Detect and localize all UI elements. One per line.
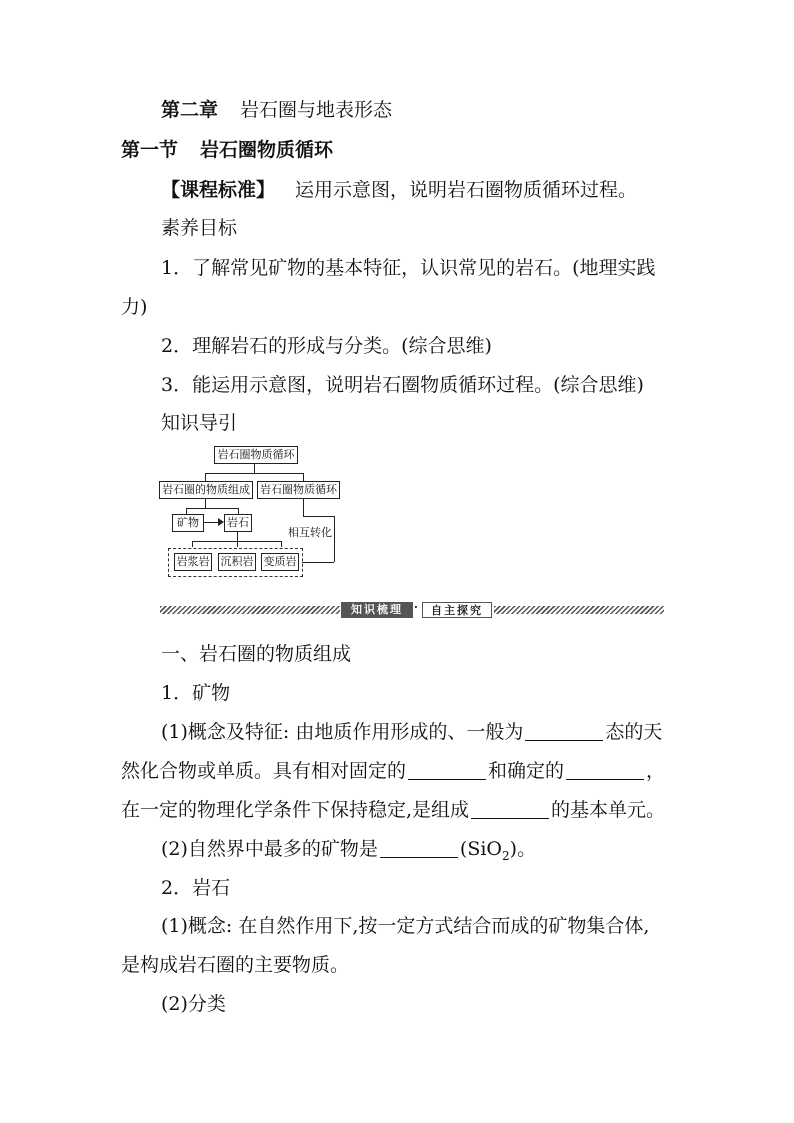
part1-heading: 一、岩石圈的物质组成 — [161, 643, 352, 665]
fill-blank-4[interactable] — [471, 798, 549, 819]
goal-1-line-2: 力) — [121, 296, 148, 318]
diagram-left: 岩石圈的物质组成 — [159, 481, 253, 499]
banner-hatch-left — [160, 606, 340, 614]
fill-blank-3[interactable] — [566, 759, 644, 780]
text: 然化合物或单质。具有相对固定的 — [121, 760, 407, 782]
text: 和确定的 — [488, 760, 565, 782]
fill-blank-1[interactable] — [525, 720, 603, 741]
diagram-interconvert: 相互转化 — [288, 526, 332, 539]
part1-sub-mineral: 1．矿物 — [161, 682, 231, 704]
text: (2)自然界中最多的矿物是 — [161, 838, 378, 860]
diagram-rock: 岩石 — [224, 514, 252, 532]
goal-2: 2．理解岩石的形成与分类。(综合思维) — [161, 335, 492, 357]
banner-dot: · — [414, 601, 418, 614]
banner-tag-1: 知识梳理 — [341, 602, 413, 618]
mineral-concept-line-1 — [161, 720, 662, 744]
fill-blank-5[interactable] — [380, 837, 458, 858]
fill-blank-2[interactable] — [408, 759, 486, 780]
text: 态的天 — [605, 721, 663, 743]
rock-classification: (2)分类 — [161, 993, 226, 1015]
text: 在一定的物理化学条件下保持稳定,是组成 — [121, 799, 470, 821]
chapter-title: 岩石圈与地表形态 — [240, 99, 393, 121]
diagram-right: 岩石圈物质循环 — [257, 481, 340, 499]
section-title: 岩石圈物质循环 — [200, 139, 334, 161]
banner-hatch-right — [494, 606, 664, 614]
diagram-igneous: 岩浆岩 — [174, 553, 212, 571]
text: (SiO — [459, 838, 503, 860]
standard-label: 【课程标准】 — [161, 179, 276, 201]
text: ， — [646, 760, 666, 782]
mineral-concept-line-3 — [121, 798, 665, 822]
mineral-concept-line-2 — [121, 759, 665, 783]
part1-sub-rock: 2．岩石 — [161, 877, 231, 899]
text: )。 — [509, 838, 537, 860]
rock-concept-line-2: 是构成岩石圈的主要物质。 — [121, 954, 350, 976]
diagram-mineral: 矿物 — [172, 514, 204, 532]
subscript: 2 — [502, 848, 510, 863]
mineral-most-common — [161, 837, 536, 868]
diagram-sedimentary: 沉积岩 — [218, 553, 256, 571]
diagram-root: 岩石圈物质循环 — [214, 446, 298, 464]
guide-heading: 知识导引 — [161, 412, 238, 434]
chapter-label: 第二章 — [161, 99, 219, 121]
text: (1)概念及特征: 由地质作用形成的、一般为 — [161, 721, 524, 743]
standard-text: 运用示意图，说明岩石圈物质循环过程。 — [295, 179, 638, 201]
section-label: 第一节 — [121, 139, 179, 161]
goals-heading: 素养目标 — [161, 217, 238, 239]
goal-3: 3．能运用示意图，说明岩石圈物质循环过程。(综合思维) — [161, 374, 644, 396]
diagram-metamorphic: 变质岩 — [261, 553, 299, 571]
banner-tag-2: 自主探究 — [422, 602, 492, 618]
text: 的基本单元。 — [551, 799, 666, 821]
rock-concept-line-1: (1)概念: 在自然作用下,按一定方式结合而成的矿物集合体, — [161, 915, 650, 937]
goal-1-line-1: 1．了解常见矿物的基本特征，认识常见的岩石。(地理实践 — [161, 257, 656, 279]
